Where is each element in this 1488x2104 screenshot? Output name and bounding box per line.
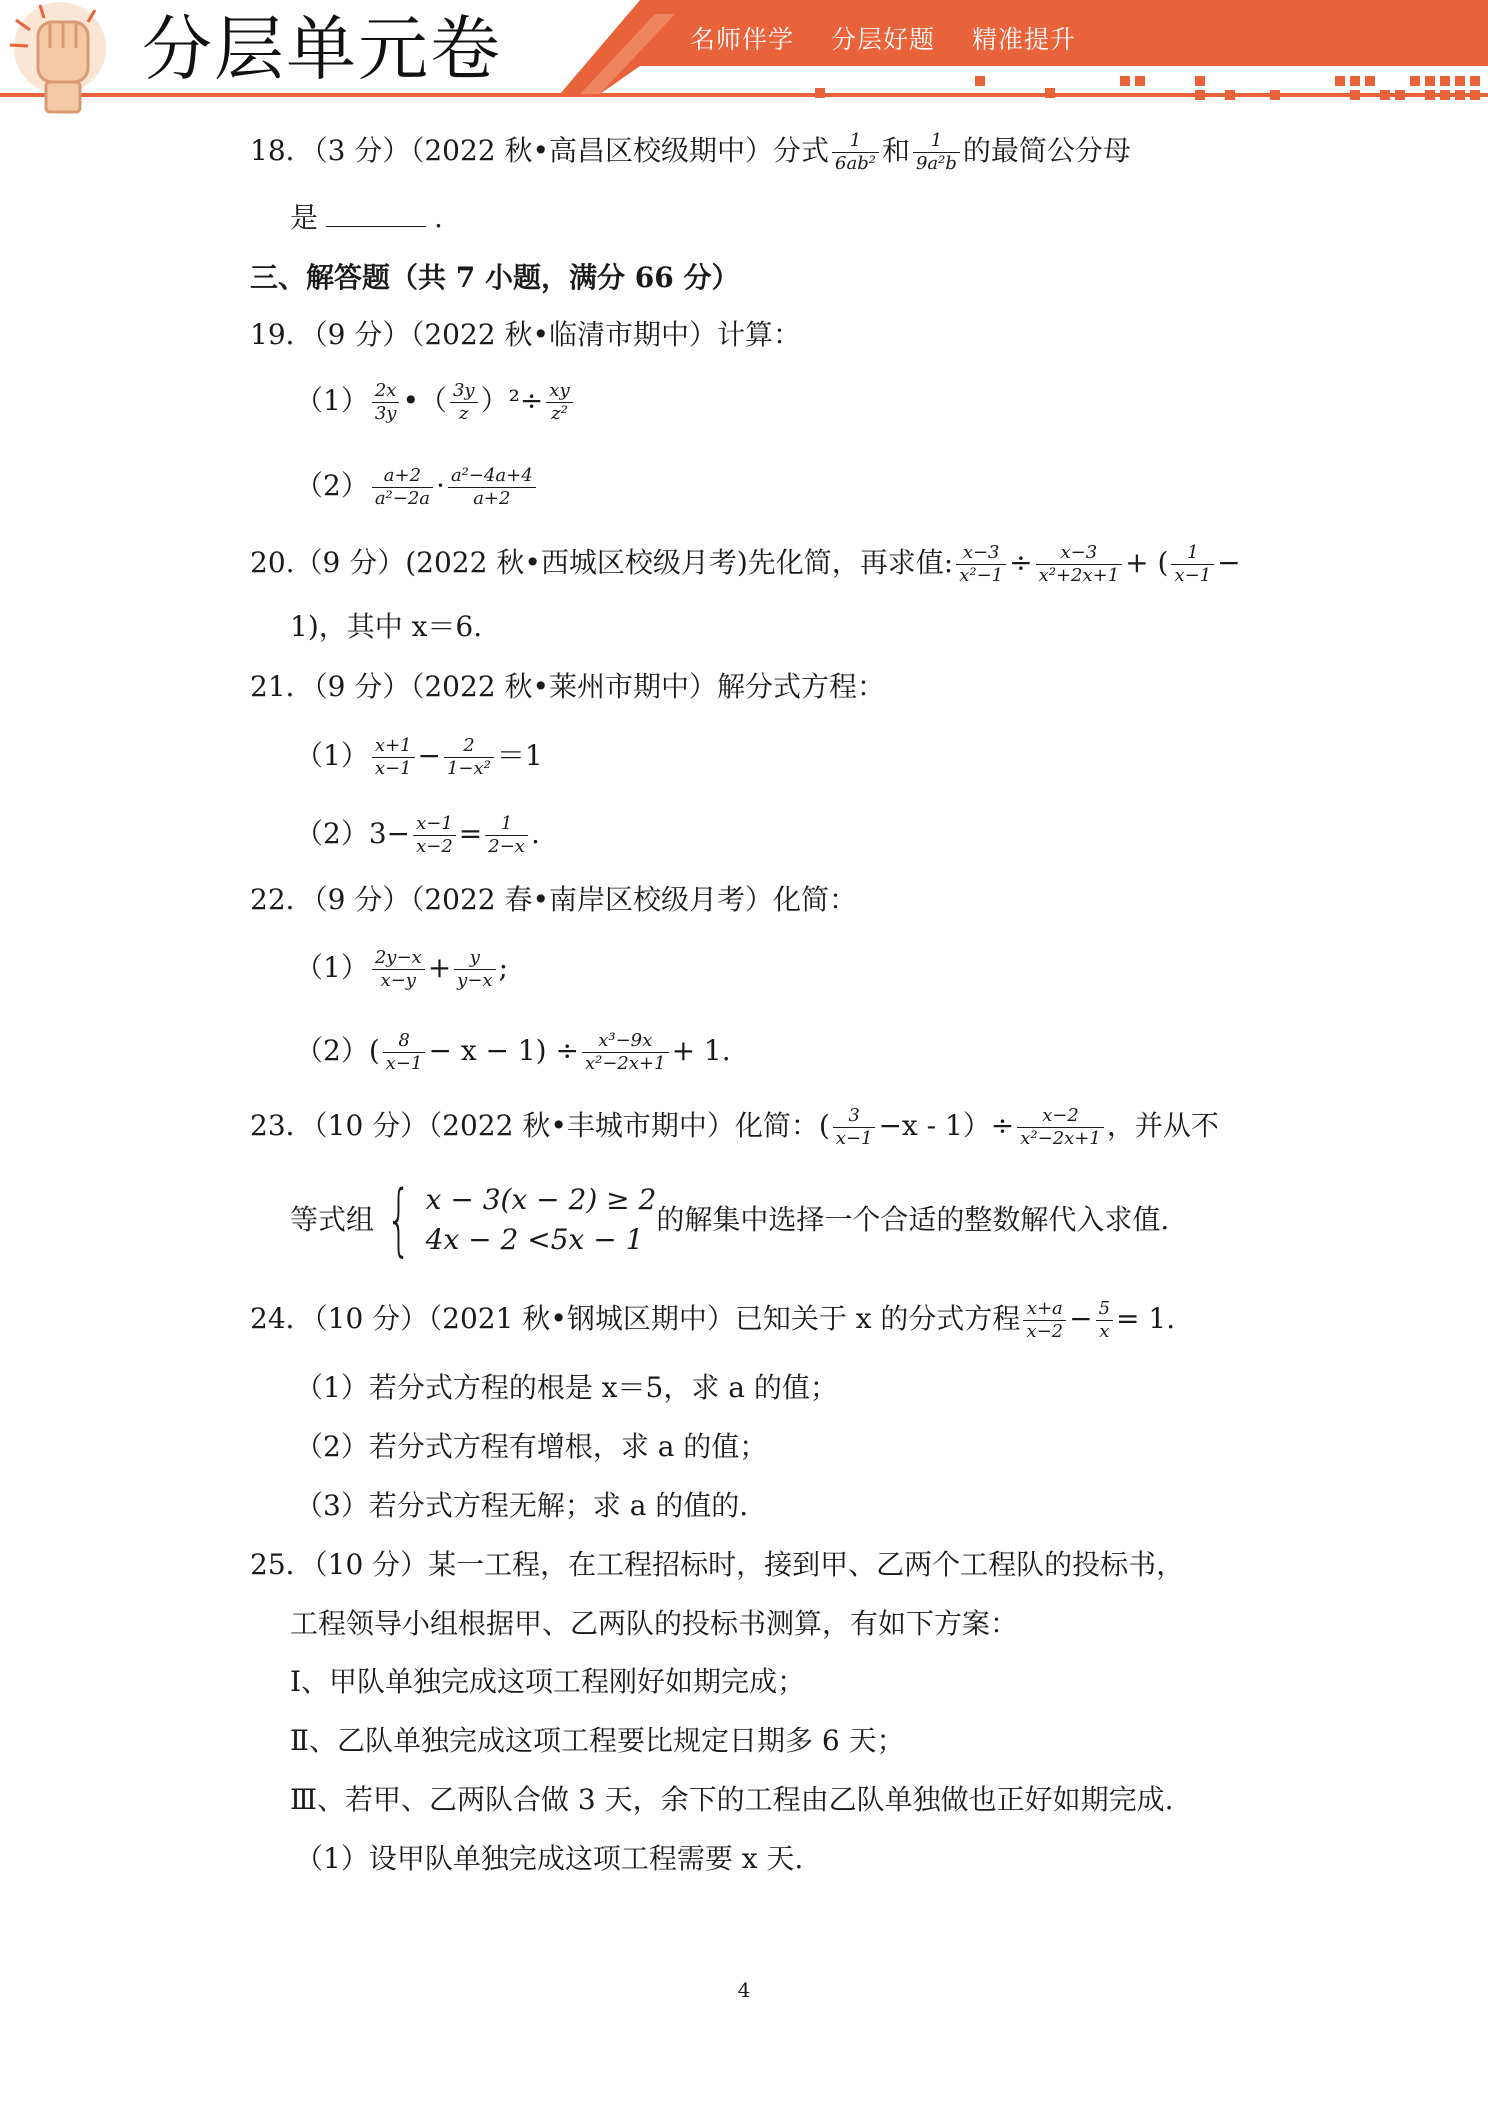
problem-21-q1: （1） $\frac{x+1}{x-1}$ − $\frac{2}{\text{1−x²}}$ ＝1 xyxy=(295,735,543,779)
problem-19-q1: （1） $\frac{2x}{3y}$ •（ $\frac{3y}{z}$ ）²÷ $\frac{xy}{\text{z²}}$ xyxy=(295,380,576,425)
problem-24-q3: （3）若分式方程无解；求 a 的值的. xyxy=(295,1489,749,1522)
problem-22-head: 22．（9 分）（2022 春•南岸区校级月考）化简： xyxy=(250,883,858,916)
p18-period: . xyxy=(434,201,443,234)
problem-18-cont xyxy=(290,198,443,238)
slogan-3: 精准提升 xyxy=(971,25,1076,54)
problem-20: 20.（9 分）(2022 秋•西城区校级月考)先化简，再求值: $\frac{x-3}{\text{x²−1}}$ ÷ $\frac{x-3}{\text{x²+2x+1}}$ + ( $\frac{1}{x-1}$ − xyxy=(250,542,1241,586)
page-header xyxy=(0,0,1488,125)
problem-25-l2: 工程领导小组根据甲、乙两队的投标书测算，有如下方案： xyxy=(290,1607,1019,1640)
problem-21-q2: （2）3− $\frac{x-1}{x-2}$ = $\frac{1}{2-x}$ . xyxy=(295,813,540,857)
problem-24: 24．（10 分）（2021 秋•钢城区期中）已知关于 x 的分式方程 $\frac{x+a}{x-2}$ − $\frac{5}{x}$ = 1. xyxy=(250,1298,1176,1342)
problem-19-q2: （2） $\frac{a+2}{\text{a²−2a}}$ · $\frac{\text{a²−4a+4}}{a+2}$ xyxy=(295,465,539,510)
header-slogan xyxy=(690,20,1104,56)
problem-23: 23．（10 分）（2022 秋•丰城市期中）化简：( $\frac{3}{x-1}$ −x - 1）÷ $\frac{x-2}{\text{x²−2x+1}}$ ，并从不 xyxy=(250,1105,1219,1149)
problem-18 xyxy=(250,130,1131,175)
p18-text-2: 的最简公分母 xyxy=(962,134,1131,167)
brand-title: 分层单元卷 xyxy=(142,8,502,90)
p18-and: 和 xyxy=(881,134,910,167)
problem-24-q2: （2）若分式方程有增根，求 a 的值； xyxy=(295,1430,768,1463)
problem-25-l5: Ⅲ、若甲、乙两队合做 3 天，余下的工程由乙队单独做也正好如期完成. xyxy=(290,1783,1174,1816)
problem-23-cont: 等式组 { x − 3(x − 2) ≥ 2 4x − 2 <5x − 1 的解集中选择一个合适的整数解代入求值. xyxy=(290,1175,1170,1265)
problem-24-q1: （1）若分式方程的根是 x＝5，求 a 的值； xyxy=(295,1371,838,1404)
p18-text: 18．（3 分）（2022 秋•高昌区校级期中）分式 xyxy=(250,134,830,167)
problem-25-l4: Ⅱ、乙队单独完成这项工程要比规定日期多 6 天； xyxy=(290,1724,905,1757)
p18-frac-1: $\frac{1}{\text{6ab²}}$ xyxy=(832,130,879,175)
p18-frac-2: $\frac{1}{\text{9a²b}}$ xyxy=(913,130,960,175)
inequality-system: x − 3(x − 2) ≥ 2 4x − 2 <5x − 1 xyxy=(425,1183,657,1256)
brace-icon: { xyxy=(386,1175,412,1265)
problem-25-l6: （1）设甲队单独完成这项工程需要 x 天. xyxy=(295,1842,804,1875)
problem-22-q1: （1） $\frac{2y-x}{x-y}$ + $\frac{y}{y-x}$ ; xyxy=(295,947,508,991)
problem-25-l3: Ⅰ、甲队单独完成这项工程刚好如期完成； xyxy=(290,1665,806,1698)
problem-21-head: 21．（9 分）（2022 秋•莱州市期中）解分式方程： xyxy=(250,670,886,703)
answer-blank xyxy=(326,202,426,227)
slogan-1: 名师伴学 xyxy=(690,25,795,54)
slogan-2: 分层好题 xyxy=(830,25,935,54)
problem-20-cont: 1)，其中 x＝6. xyxy=(290,610,483,643)
problem-25-l1: 25．（10 分）某一工程，在工程招标时，接到甲、乙两个工程队的投标书， xyxy=(250,1548,1185,1581)
problem-19-head: 19．（9 分）（2022 秋•临清市期中）计算： xyxy=(250,318,802,351)
section-heading: 三、解答题（共 7 小题，满分 66 分） xyxy=(250,261,740,294)
p18-is: 是 xyxy=(290,201,319,234)
problem-22-q2: （2）( $\frac{8}{x-1}$ − x − 1) ÷ $\frac{\text{x³−9x}}{\text{x²−2x+1}}$ + 1. xyxy=(295,1030,731,1074)
page-number: 4 xyxy=(737,1978,751,2002)
